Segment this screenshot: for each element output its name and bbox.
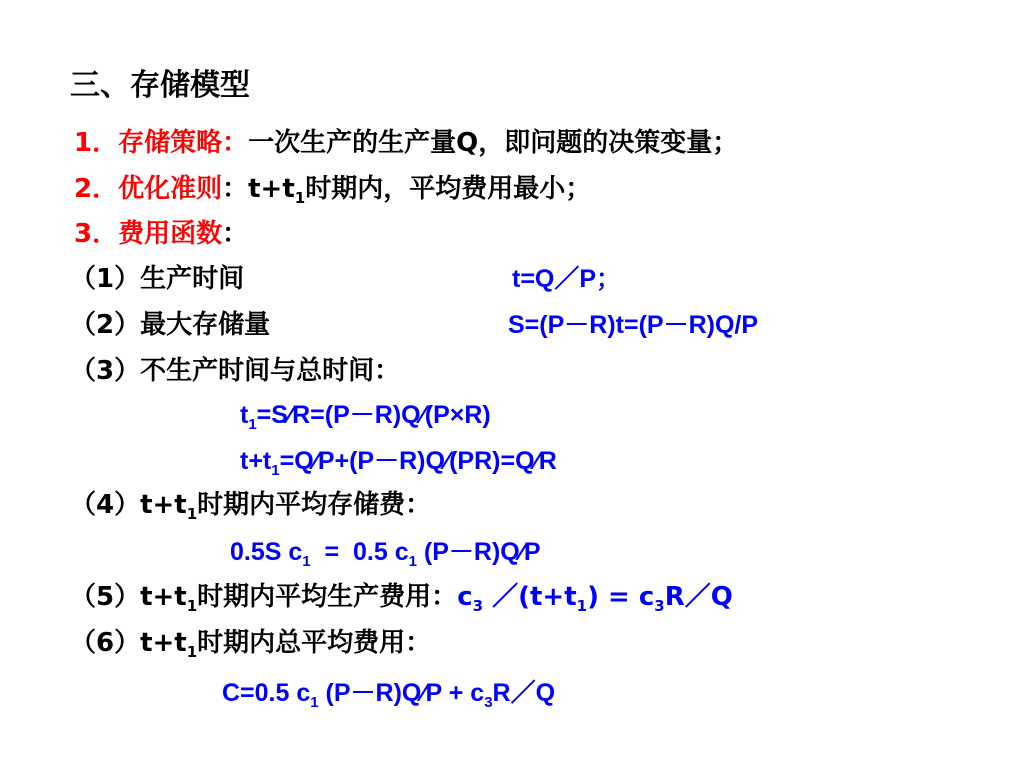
item-3 xyxy=(74,217,248,251)
title-text: 三、存储模型 xyxy=(70,68,250,103)
item-2-number: 2． xyxy=(74,174,119,204)
s6-pre: （6）t+t xyxy=(70,628,187,658)
s6f-c: R／Q xyxy=(492,679,556,707)
section-2-label-text: （2）最大存储量 xyxy=(70,310,271,340)
s3f1-b: =S⁄R=(P－R)Q⁄(P×R) xyxy=(256,401,491,429)
section-1-formula xyxy=(512,262,621,296)
s4-pre: （4）t+t xyxy=(70,490,187,520)
item-3-label: 费用函数 xyxy=(118,219,223,249)
section-3-label xyxy=(70,354,400,388)
section-6-formula xyxy=(222,676,555,710)
s6-sub: 1 xyxy=(186,643,198,661)
section-5-label xyxy=(70,580,733,614)
s5-pre: （5）t+t xyxy=(70,582,187,612)
item-3-number: 3． xyxy=(74,219,119,249)
s3f1-a: t xyxy=(240,401,249,429)
section-6-label xyxy=(70,626,431,660)
item-2-label: 优化准则 xyxy=(118,174,223,204)
s3f1-a-sub: 1 xyxy=(248,416,257,433)
item-1-text: 一次生产的生产量Q，即问题的决策变量； xyxy=(248,128,739,158)
s4f-b-sub: 1 xyxy=(408,553,417,570)
s6-post: 时期内总平均费用： xyxy=(197,628,432,658)
item-2 xyxy=(74,172,591,206)
s3f2-a-sub: 1 xyxy=(271,462,280,479)
item-3-colon: ： xyxy=(222,219,249,249)
s5f-d: R／Q xyxy=(664,582,733,612)
s4-sub: 1 xyxy=(186,505,198,523)
s6f-a-sub: 1 xyxy=(310,694,319,711)
s3f2-b: =Q⁄P+(P－R)Q⁄(PR)=Q⁄R xyxy=(279,447,557,475)
s6f-a: C=0.5 c xyxy=(222,679,311,707)
section-2-formula-text: S=(P－R)t=(P－R)Q/P xyxy=(508,311,759,339)
item-1-label: 存储策略： xyxy=(118,128,249,158)
section-2-label xyxy=(70,308,270,342)
slide-title xyxy=(70,67,250,105)
section-1-formula-text: t=Q／P； xyxy=(512,265,622,293)
s5f-b: ／(t+t xyxy=(483,582,577,612)
item-1-number: 1． xyxy=(74,128,119,158)
section-3-formula-1 xyxy=(240,398,491,432)
s5-sub: 1 xyxy=(186,597,198,615)
s5f-a: c xyxy=(457,582,473,612)
item-2-post: 时期内，平均费用最小； xyxy=(305,174,592,204)
s5-formula xyxy=(457,582,733,615)
item-2-pre: ：t+t xyxy=(222,174,295,204)
s6f-b-sub: 3 xyxy=(484,694,493,711)
s4f-a: 0.5S c xyxy=(230,538,303,566)
s6f-b: (P－R)Q⁄P + c xyxy=(318,679,485,707)
item-1 xyxy=(74,126,738,160)
section-2-formula xyxy=(508,308,758,342)
section-3-formula-2 xyxy=(240,444,557,478)
s3f2-a: t+t xyxy=(240,447,272,475)
section-3-label-text: （3）不生产时间与总时间： xyxy=(70,356,401,386)
section-1-label-text: （1）生产时间 xyxy=(70,264,245,294)
s5f-a-sub: 3 xyxy=(472,597,484,615)
s5f-c-sub: 3 xyxy=(654,597,665,615)
s5f-b-sub: 1 xyxy=(576,597,588,615)
s5-post: 时期内平均生产费用： xyxy=(197,582,458,612)
s4-post: 时期内平均存储费： xyxy=(197,490,432,520)
item-2-sub: 1 xyxy=(294,189,306,207)
s4f-b: = 0.5 c xyxy=(310,538,409,566)
section-4-formula xyxy=(230,535,541,569)
s5f-c: ) = c xyxy=(587,582,655,612)
s4f-c: (P－R)Q⁄P xyxy=(416,538,541,566)
section-4-label xyxy=(70,488,431,522)
s4f-a-sub: 1 xyxy=(302,553,311,570)
section-1-label xyxy=(70,262,244,296)
